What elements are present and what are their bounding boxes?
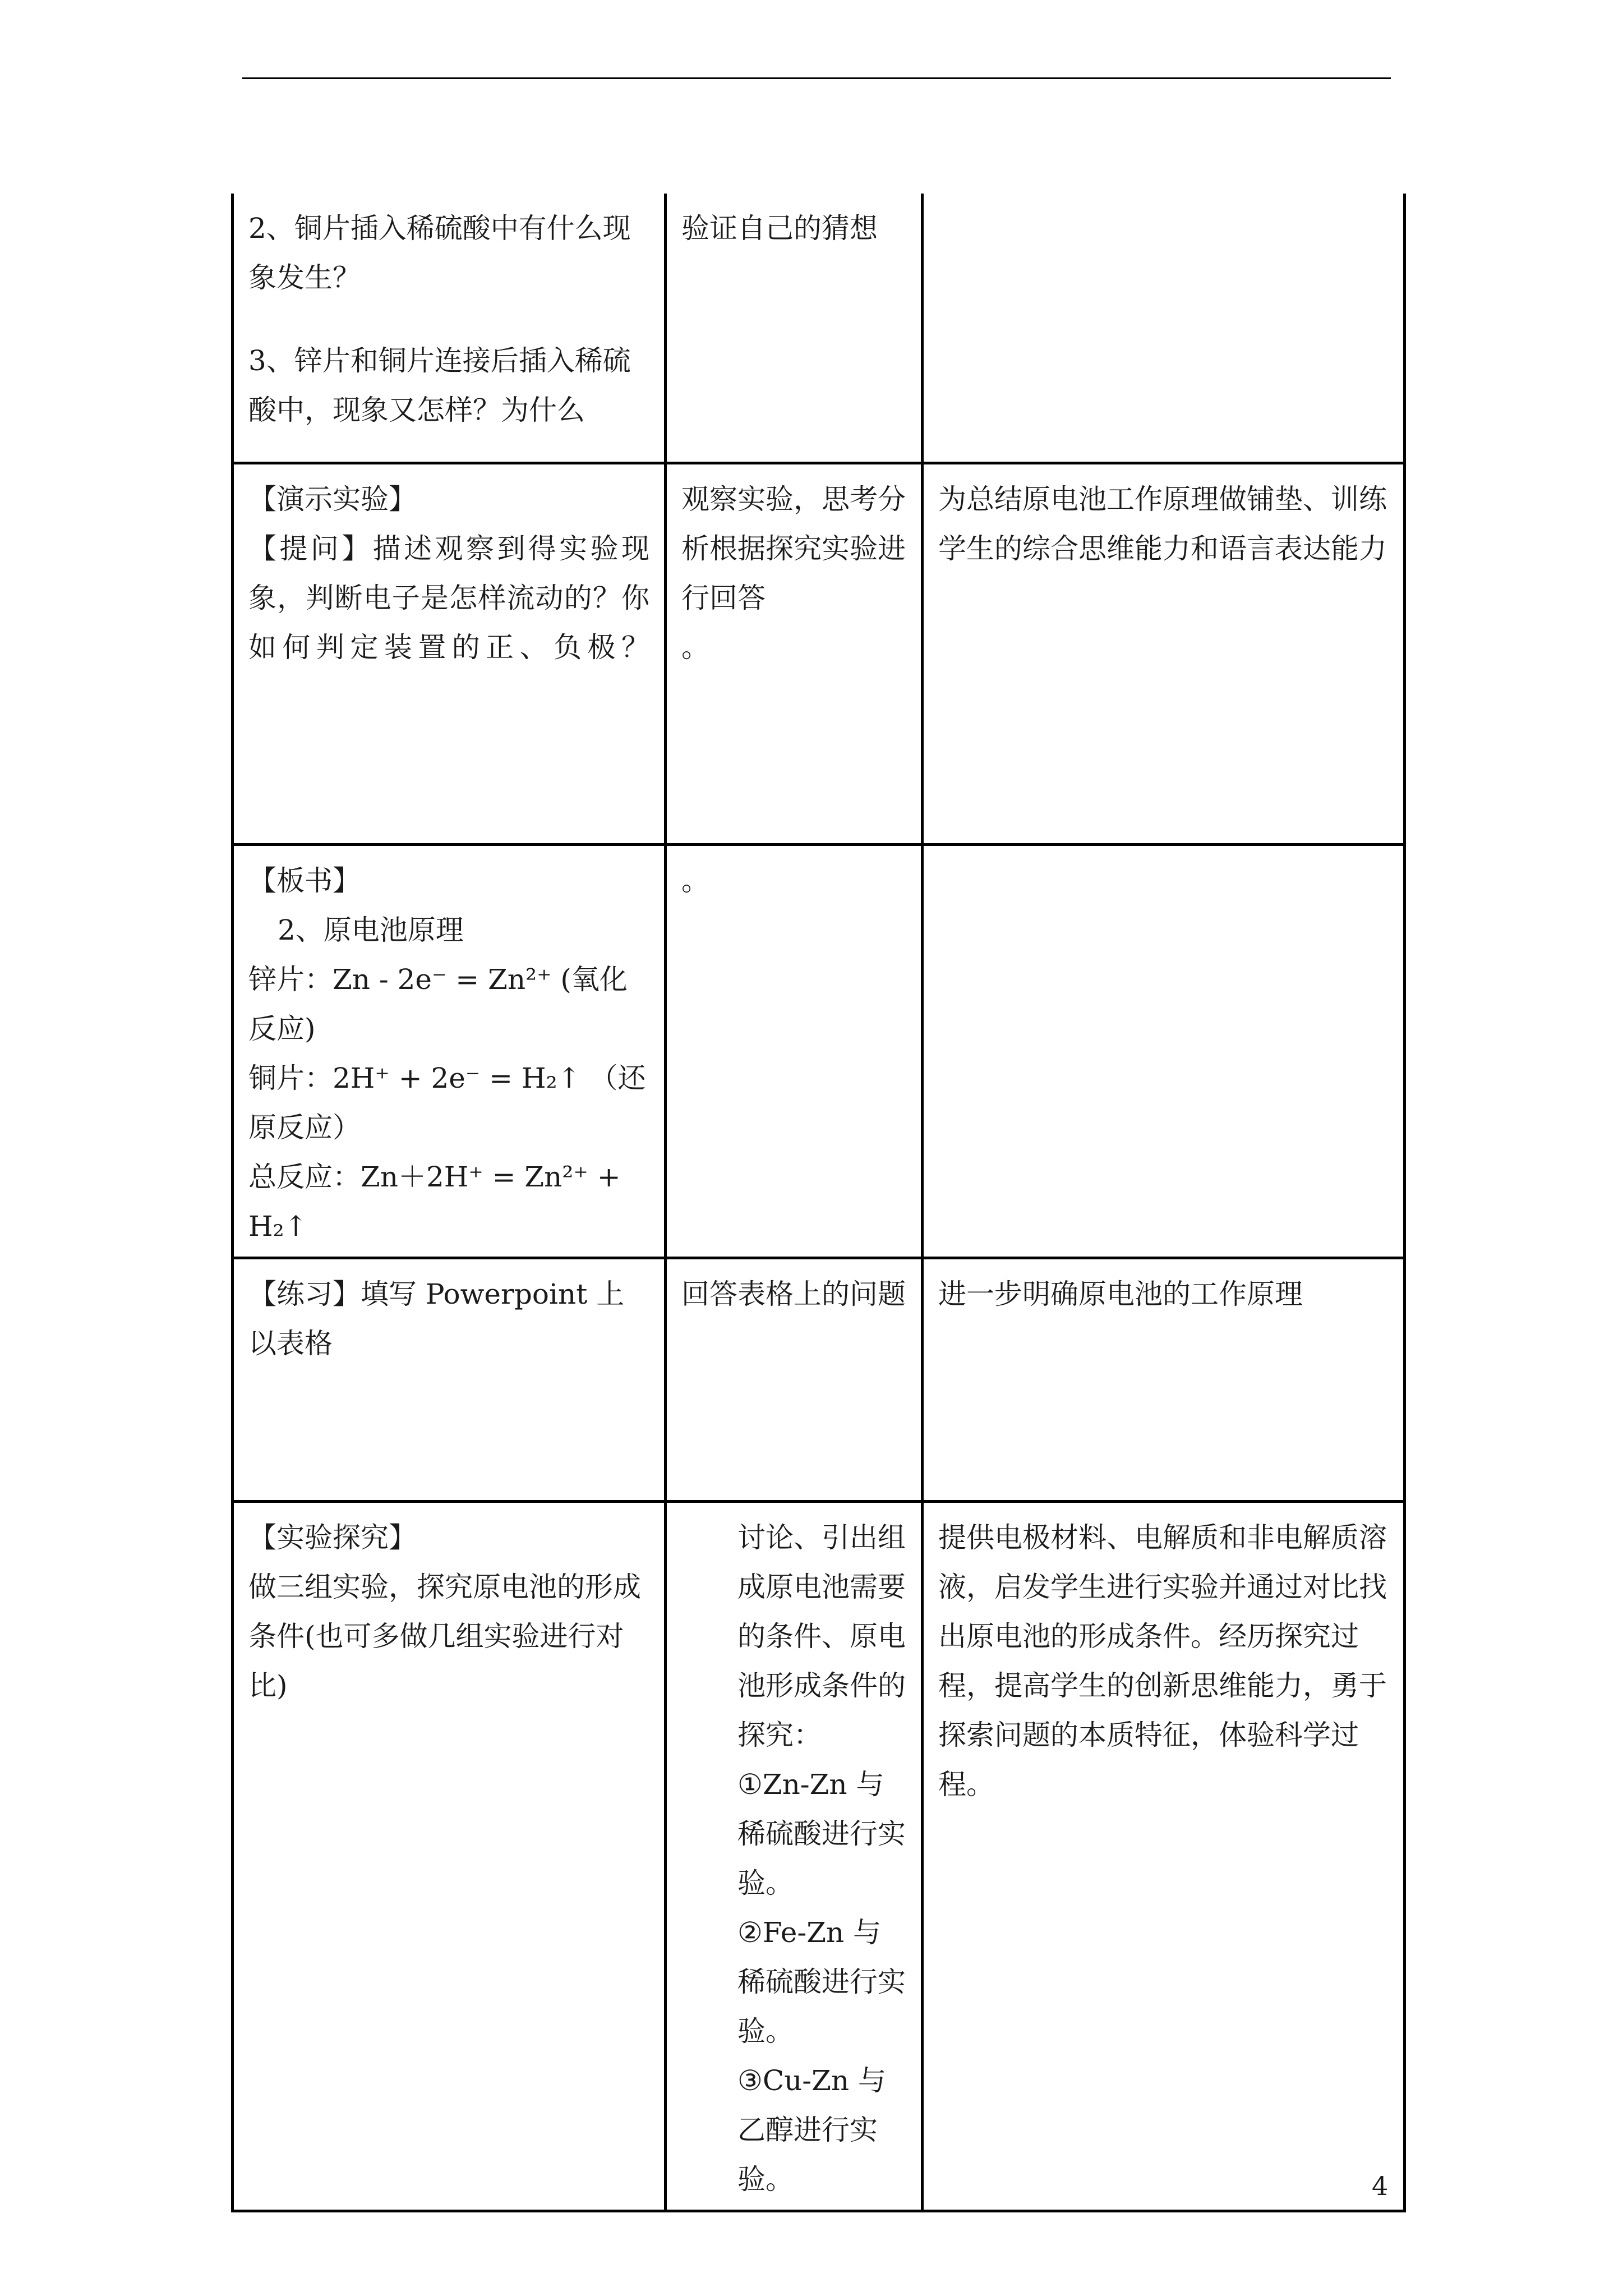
lesson-plan-table — [231, 194, 1406, 2212]
design-intent-cell — [923, 194, 1405, 463]
student-activity-cell — [666, 1501, 923, 2211]
student-activity-cell — [666, 844, 923, 1258]
exercise-text: 【练习】填写 Powerpoint 上以表格 — [248, 1277, 625, 1360]
experiment-zn-zn: ①Zn-Zn 与稀硫酸进行实验。 — [737, 1768, 906, 1899]
design-intent-cell — [923, 844, 1405, 1258]
student-activity-text: 回答表格上的问题 — [681, 1277, 906, 1310]
design-intent-text: 提供电极材料、电解质和非电解质溶液，启发学生进行实验并通过对比找出原电池的形成条件。经历探究过程，提高学生的创新思维能力，勇于探索问题的本质特征，体验科学过程。 — [938, 1521, 1387, 1801]
board-heading: 【板书】 — [248, 864, 361, 897]
student-activity-cell — [666, 1258, 923, 1501]
table-row — [233, 1501, 1405, 2211]
student-activity-text: 观察实验，思考分析根据探究实验进行回答 — [681, 482, 906, 614]
question-zinc-copy: 3、锌片和铜片连接后插入稀硫酸中，现象又怎样？为什么 — [248, 344, 631, 426]
inquiry-text: 做三组实验，探究原电池的形成条件(也可多做几组实验进行对比) — [248, 1570, 641, 1702]
teacher-activity-cell — [233, 1501, 666, 2211]
teacher-activity-cell — [233, 1258, 666, 1501]
experiment-fe-zn: ②Fe-Zn 与稀硫酸进行实验。 — [737, 1916, 906, 2047]
student-activity-cell — [666, 194, 923, 463]
design-intent-cell — [923, 1501, 1405, 2211]
question-copy: 2、铜片插入稀硫酸中有什么现象发生？ — [248, 212, 631, 294]
table-row — [233, 844, 1405, 1258]
zinc-equation: 锌片：Zn - 2e⁻ = Zn²⁺ (氧化反应) — [248, 963, 628, 1045]
table-row — [233, 1258, 1405, 1501]
student-activity-text: 验证自己的猜想 — [681, 212, 878, 245]
board-subtitle: 2、原电池原理 — [278, 913, 464, 946]
teacher-activity-cell — [233, 194, 666, 463]
experiment-cu-zn: ③Cu-Zn 与乙醇进行实验。 — [737, 2064, 887, 2196]
teacher-activity-cell — [233, 844, 666, 1258]
design-intent-cell — [923, 1258, 1405, 1501]
table-row — [233, 194, 1405, 463]
period-mark: 。 — [681, 864, 709, 897]
question-text: 【提问】描述观察到得实验现象，判断电子是怎样流动的？你如何判定装置的正、负极？ — [248, 532, 649, 664]
page-number: 4 — [1372, 2171, 1389, 2201]
design-intent-text: 进一步明确原电池的工作原理 — [938, 1277, 1303, 1310]
demo-heading: 【演示实验】 — [248, 482, 417, 516]
total-equation: 总反应：Zn＋2H⁺ = Zn²⁺ + H₂↑ — [248, 1160, 621, 1243]
copper-equation: 铜片：2H⁺ + 2e⁻ = H₂↑ （还原反应） — [248, 1061, 646, 1144]
student-activity-cell — [666, 463, 923, 844]
period-mark: 。 — [681, 631, 709, 664]
design-intent-cell — [923, 463, 1405, 844]
inquiry-heading: 【实验探究】 — [248, 1521, 417, 1554]
discussion-text: 讨论、引出组成原电池需要的条件、原电池形成条件的探究： — [737, 1521, 906, 1751]
teacher-activity-cell — [233, 463, 666, 844]
table-row — [233, 463, 1405, 844]
header-rule — [242, 77, 1391, 79]
design-intent-text: 为总结原电池工作原理做铺垫、训练学生的综合思维能力和语言表达能力 — [938, 482, 1387, 565]
